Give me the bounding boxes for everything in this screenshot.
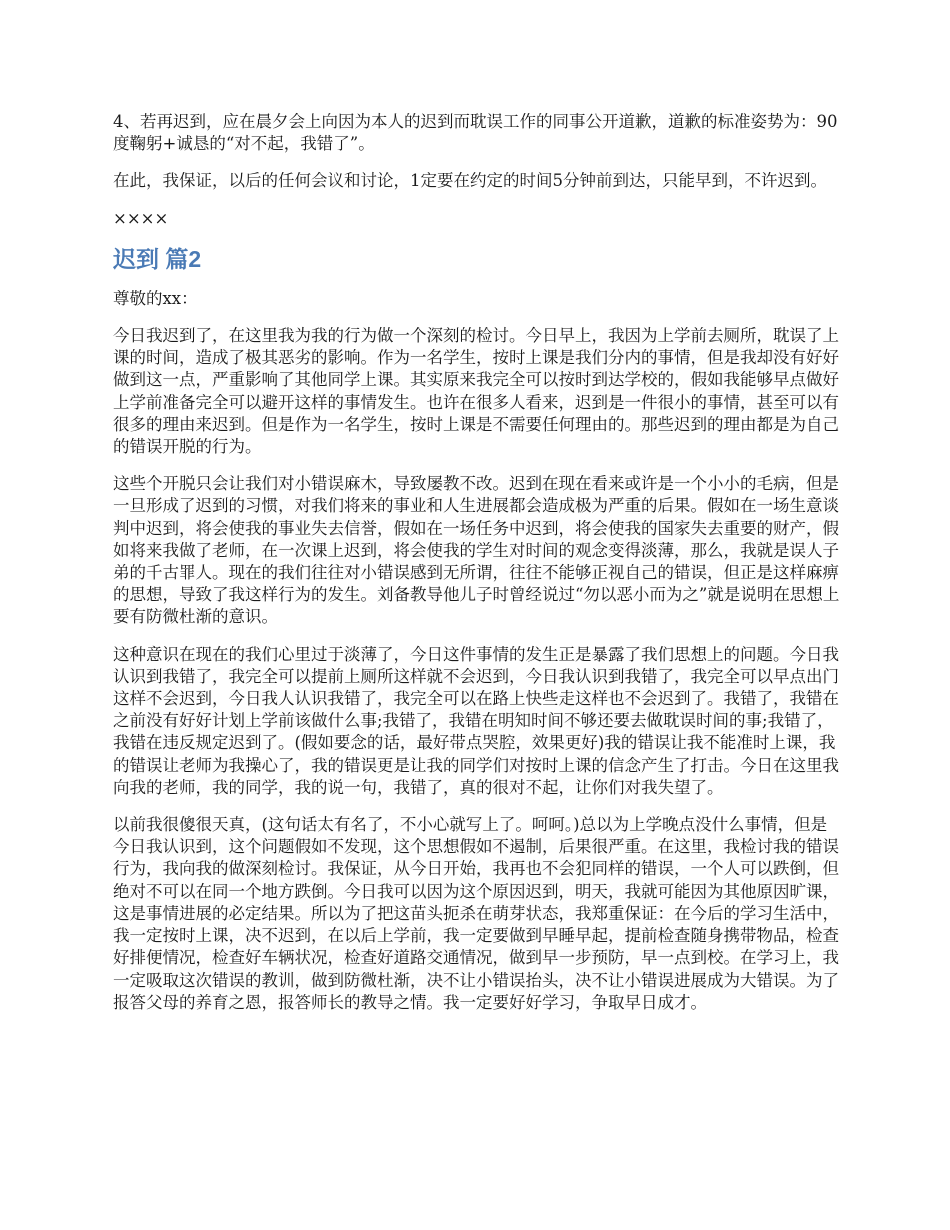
body-paragraph-2: 这些个开脱只会让我们对小错误麻木，导致屡教不改。迟到在现在看来或许是一个小小的毛病，但是一旦形成了迟到的习惯，对我们将来的事业和人生进展都会造成极为严重的后果。假如在一场生意谈判中迟到，将会使我的事业失去信誉，假如在一场任务中迟到，将会使我的国家失去重要的财产，假如将来我做了老师，在一次课上迟到，将会使我的学生对时间的观念变得淡薄，那么，我就是误人子弟的千古罪人。现在的我们往往对小错误感到无所谓，往往不能够正视自己的错误，但正是这样麻痹的思想，导致了我这样行为的发生。刘备教导他儿子时曾经说过“勿以恶小而为之”就是说明在思想上要有防微杜渐的意识。 — [113, 474, 840, 627]
document-page — [113, 111, 841, 1029]
intro-paragraph-1: 4、若再迟到，应在晨夕会上向因为本人的迟到而耽误工作的同事公开道歉，道歉的标准姿势为：90度鞠躬+诚恳的“对不起，我错了”。 — [113, 112, 838, 154]
section-heading: 迟到 篇2 — [113, 245, 202, 272]
body-paragraph-3: 这种意识在现在的我们心里过于淡薄了，今日这件事情的发生正是暴露了我们思想上的问题。今日我认识到我错了，我完全可以提前上厕所这样就不会迟到，今日我认识到我错了，我完全可以早点出门这样不会迟到，今日我人认识我错了，我完全可以在路上快些走这样也不会迟到了。我错了，我错在之前没有好好计划上学前该做什么事;我错了，我错在明知时间不够还要去做耽误时间的事;我错了，我错在违反规定迟到了。(假如要念的话，最好带点哭腔，效果更好)我的错误让我不能准时上课，我的错误让老师为我操心了，我的错误更是让我的同学们对按时上课的信念产生了打击。今日在这里我向我的老师，我的同学，我的说一句，我错了，真的很对不起，让你们对我失望了。 — [113, 644, 839, 797]
signature: ×××× — [113, 208, 169, 228]
intro-paragraph-2: 在此，我保证，以后的任何会议和讨论，1定要在约定的时间5分钟前到达，只能早到，不许迟到。 — [113, 171, 827, 191]
body-paragraph-1: 今日我迟到了，在这里我为我的行为做一个深刻的检讨。今日早上，我因为上学前去厕所，耽误了上课的时间，造成了极其恶劣的影响。作为一名学生，按时上课是我们分内的事情，但是我却没有好好做到这一点，严重影响了其他同学上课。其实原来我完全可以按时到达学校的，假如我能够早点做好上学前准备完全可以避开这样的事情发生。也许在很多人看来，迟到是一件很小的事情，甚至可以有很多的理由来迟到。但是作为一名学生，按时上课是不需要任何理由的。那些迟到的理由都是为自己的错误开脱的行为。 — [113, 326, 839, 457]
salutation: 尊敬的xx： — [113, 288, 198, 308]
body-paragraph-4: 以前我很傻很天真，(这句话太有名了，不小心就写上了。呵呵。)总以为上学晚点没什么事情，但是今日我认识到，这个问题假如不发现，这个思想假如不遏制，后果很严重。在这里，我检讨我的错误行为，我向我的做深刻检讨。我保证，从今日开始，我再也不会犯同样的错误，一个人可以跌倒，但绝对不可以在同一个地方跌倒。今日我可以因为这个原因迟到，明天，我就可能因为其他原因旷课，这是事情进展的必定结果。所以为了把这苗头扼杀在萌芽状态，我郑重保证：在今后的学习生活中，我一定按时上课，决不迟到，在以后上学前，我一定要做到早睡早起，提前检查随身携带物品，检查好排便情况，检查好车辆状况，检查好道路交通情况，做到早一步预防，早一点到校。在学习上，我一定吸取这次错误的教训，做到防微杜渐，决不让小错误抬头，决不让小错误进展成为大错误。为了报答父母的养育之恩，报答师长的教导之情。我一定要好好学习，争取早日成才。 — [113, 815, 839, 1012]
